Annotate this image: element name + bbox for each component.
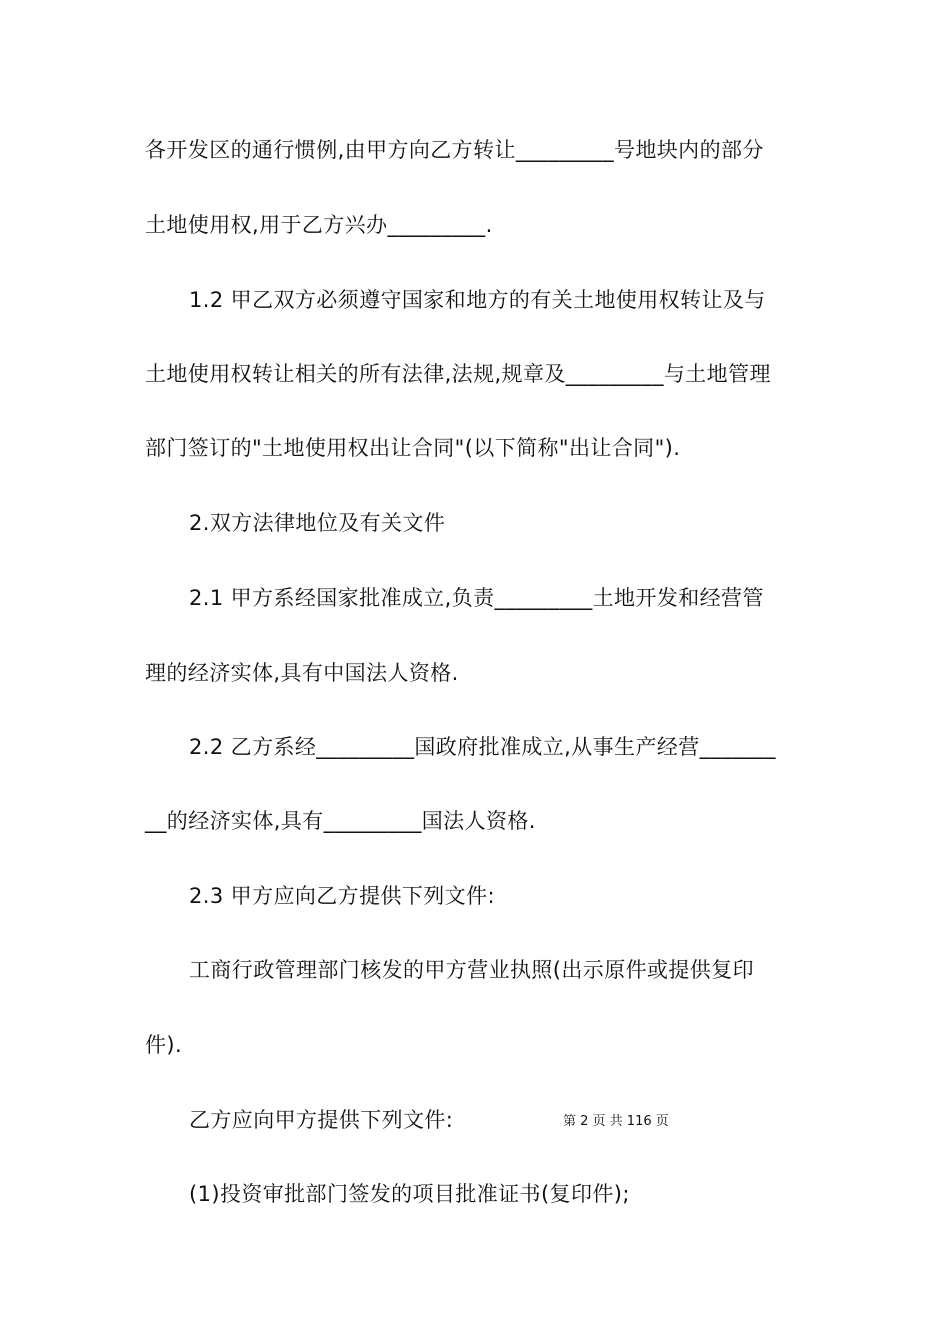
paragraph-line: 1.2 甲乙双方必须遵守国家和地方的有关土地使用权转让及与 (189, 288, 766, 312)
paragraph-line: 件). (145, 1033, 183, 1057)
paragraph-line: 土地使用权转让相关的所有法律,法规,规章及_________与土地管理 (145, 362, 771, 386)
paragraph-line: 土地使用权,用于乙方兴办_________. (145, 213, 493, 237)
page-number: 第 2 页 共 116 页 (563, 1114, 669, 1129)
paragraph-line: 乙方应向甲方提供下列文件: (189, 1108, 454, 1132)
paragraph-line: 各开发区的通行惯例,由甲方向乙方转让_________号地块内的部分 (145, 138, 764, 162)
paragraph-line: __的经济实体,具有_________国法人资格. (145, 809, 536, 833)
paragraph-line: 2.2 乙方系经_________国政府批准成立,从事生产经营_______ (189, 735, 776, 759)
paragraph-line: 2.1 甲方系经国家批准成立,负责_________土地开发和经营管 (189, 586, 764, 610)
paragraph-line: 部门签订的"土地使用权出让合同"(以下简称"出让合同"). (145, 436, 681, 460)
paragraph-line: 工商行政管理部门核发的甲方营业执照(出示原件或提供复印 (189, 958, 754, 982)
paragraph-line: 2.3 甲方应向乙方提供下列文件: (189, 884, 495, 908)
paragraph-line: (1)投资审批部门签发的项目批准证书(复印件); (189, 1182, 630, 1206)
paragraph-line: 理的经济实体,具有中国法人资格. (145, 661, 459, 685)
section-heading: 2.双方法律地位及有关文件 (189, 511, 446, 535)
